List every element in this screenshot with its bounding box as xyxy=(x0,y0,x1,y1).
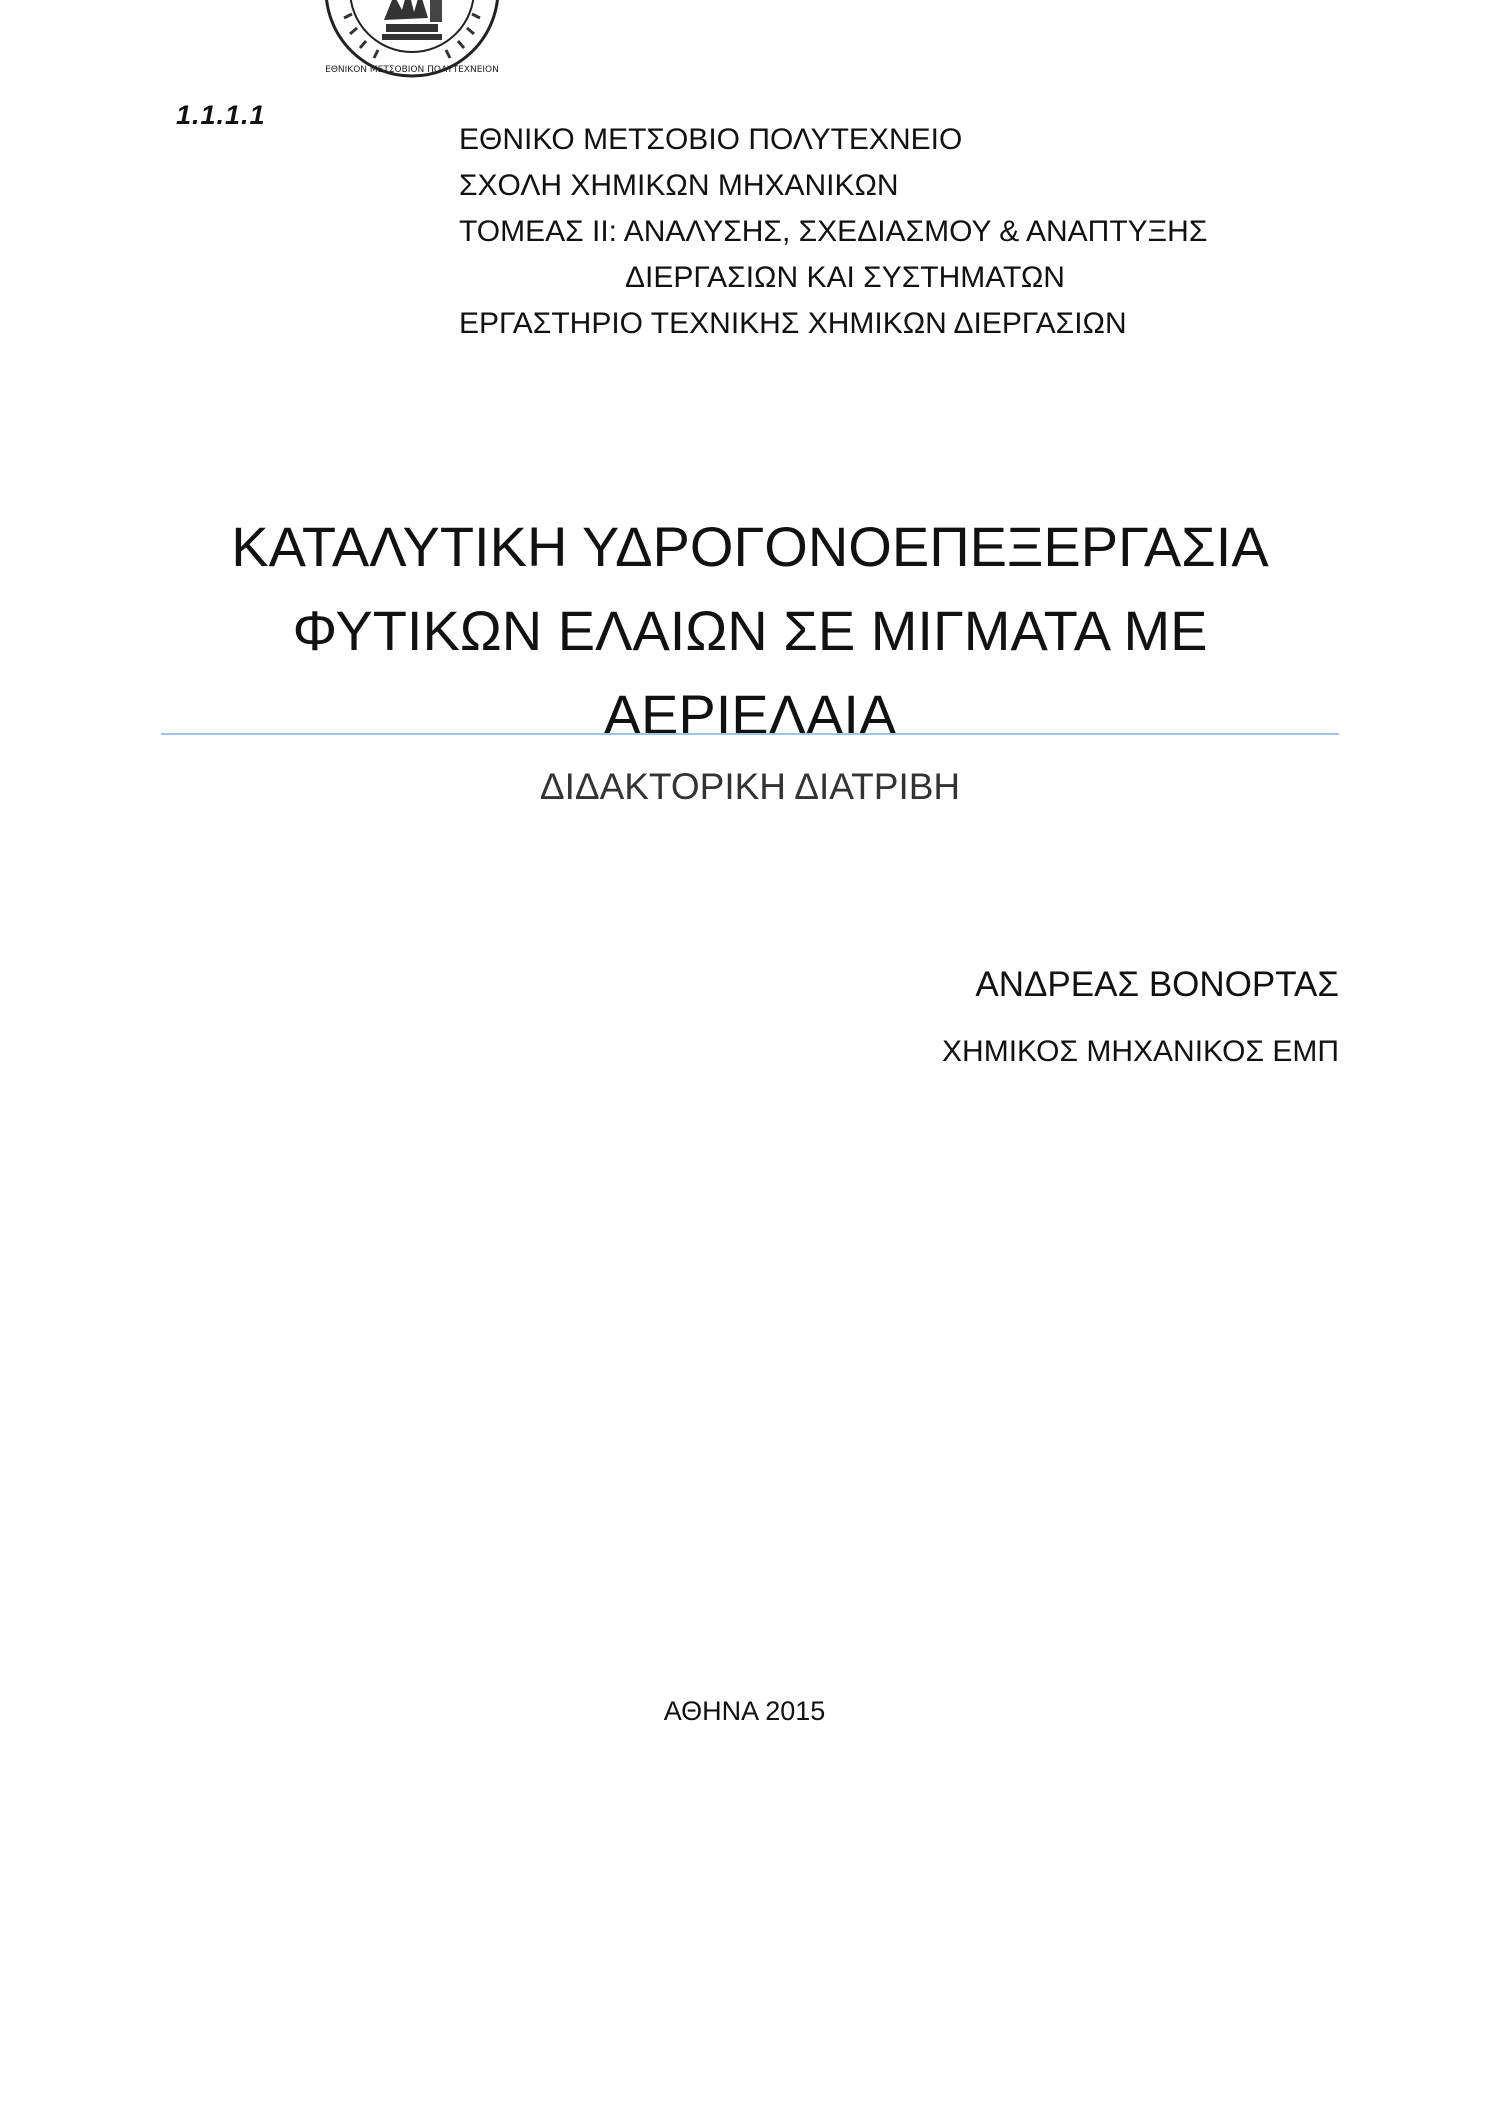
title-divider xyxy=(161,733,1339,735)
author-title: ΧΗΜΙΚΟΣ ΜΗΧΑΝΙΚΟΣ ΕΜΠ xyxy=(942,1035,1339,1068)
seal-ring-text: ΕΘΝΙΚΟΝ ΜΕΤΣΟΒΙΟΝ ΠΟΛΥΤΕΧΝΕΙΟΝ xyxy=(325,65,499,75)
thesis-title xyxy=(160,505,1340,757)
institution-sector: ΤΟΜΕΑΣ ΙΙ: ΑΝΑΛΥΣΗΣ, ΣΧΕΔΙΑΣΜΟΥ & ΑΝΑΠΤΥΞΗΣ xyxy=(459,215,1208,248)
university-seal-icon xyxy=(322,0,502,80)
author-name: ΑΝΔΡΕΑΣ ΒΟΝΟΡΤΑΣ xyxy=(975,965,1339,1004)
institution-laboratory: ΕΡΓΑΣΤΗΡΙΟ ΤΕΧΝΙΚΗΣ ΧΗΜΙΚΩΝ ΔΙΕΡΓΑΣΙΩΝ xyxy=(459,307,1127,340)
place-year: ΑΘΗΝΑ 2015 xyxy=(663,1696,826,1726)
thesis-title-line: ΦΥΤΙΚΩΝ ΕΛΑΙΩΝ ΣΕ ΜΙΓΜΑΤΑ ΜΕ xyxy=(292,599,1208,662)
institution-sector-continued: ΔΙΕΡΓΑΣΙΩΝ ΚΑΙ ΣΥΣΤΗΜΑΤΩΝ xyxy=(625,261,1065,294)
thesis-title-line: ΑΕΡΙΕΛΑΙΑ xyxy=(603,683,897,746)
section-number: 1.1.1.1 xyxy=(176,100,266,130)
institution-block xyxy=(459,117,1359,347)
institution-university: ΕΘΝΙΚΟ ΜΕΤΣΟΒΙΟ ΠΟΛΥΤΕΧΝΕΙΟ xyxy=(459,123,963,156)
thesis-title-line: ΚΑΤΑΛΥΤΙΚΗ ΥΔΡΟΓΟΝΟΕΠΕΞΕΡΓΑΣΙΑ xyxy=(231,515,1269,578)
thesis-type: ΔΙΔΑΚΤΟΡΙΚΗ ΔΙΑΤΡΙΒΗ xyxy=(539,766,961,807)
institution-school: ΣΧΟΛΗ ΧΗΜΙΚΩΝ ΜΗΧΑΝΙΚΩΝ xyxy=(459,169,899,202)
